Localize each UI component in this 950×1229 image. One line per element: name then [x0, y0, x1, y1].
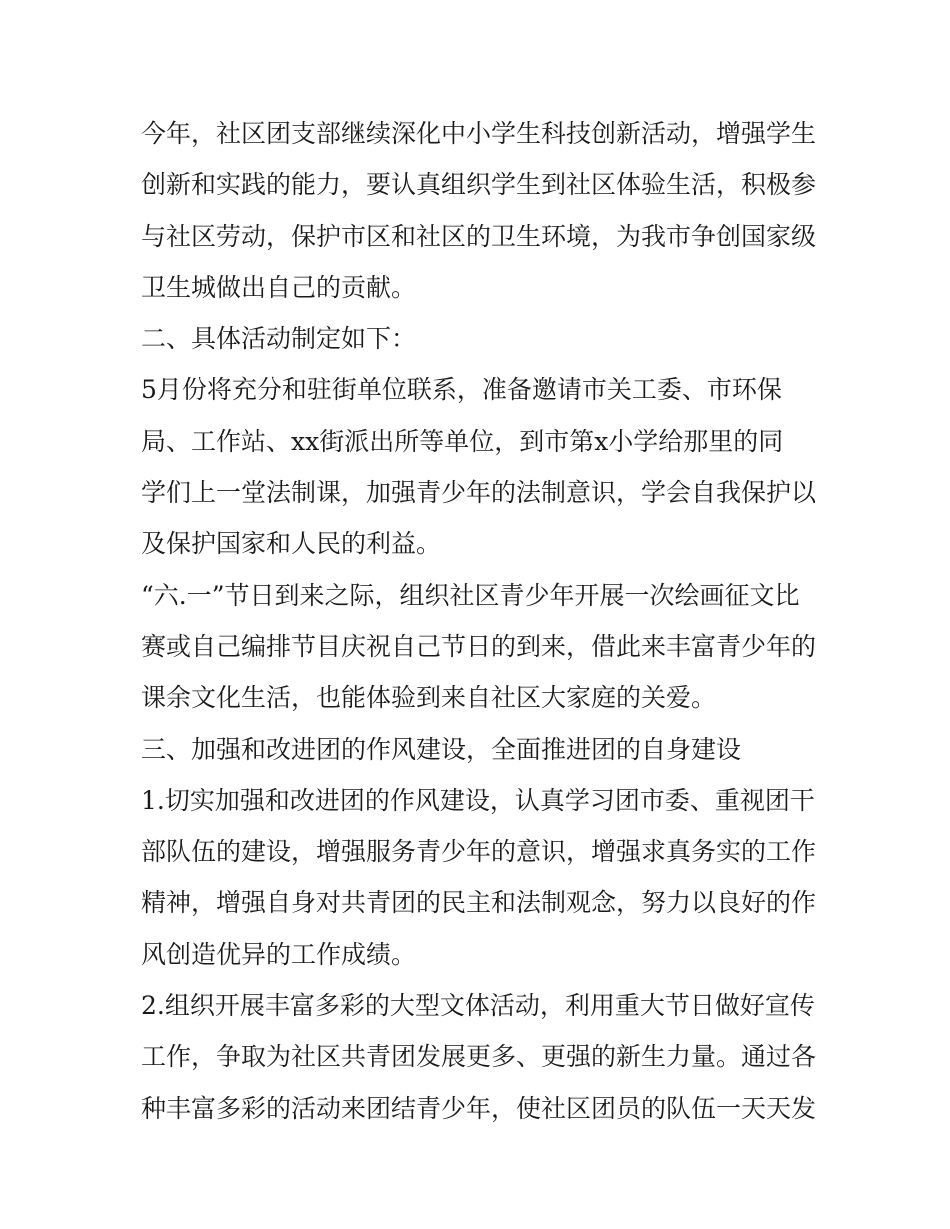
text-line: 与社区劳动，保护市区和社区的卫生环境，为我市争创国家级 — [141, 221, 817, 251]
text-line: 1.切实加强和改进团的作风建设，认真学习团市委、重视团干 — [141, 785, 815, 815]
document-body — [141, 108, 817, 1134]
text-line: 卫生城做出自己的贡献。 — [141, 272, 417, 302]
text-line: 及保护国家和人民的利益。 — [141, 529, 442, 559]
text-line: 部队伍的建设，增强服务青少年的意识，增强求真务实的工作 — [141, 837, 817, 867]
text-line: 精神，增强自身对共青团的民主和法制观念，努力以良好的作 — [141, 888, 817, 918]
text-line: 2.组织开展丰富多彩的大型文体活动，利用重大节日做好宣传 — [141, 991, 815, 1021]
text-line: 5月份将充分和驻街单位联系，准备邀请市关工委、市环保 — [141, 375, 782, 405]
section-heading: 二、具体活动制定如下： — [141, 324, 417, 354]
text-line: 创新和实践的能力，要认真组织学生到社区体验生活，积极参 — [141, 170, 817, 200]
text-line: 工作，争取为社区共青团发展更多、更强的新生力量。通过各 — [141, 1042, 817, 1072]
text-line: “六.一”节日到来之际，组织社区青少年开展一次绘画征文比 — [141, 580, 800, 610]
text-line: 学们上一堂法制课，加强青少年的法制意识，学会自我保护以 — [141, 478, 817, 508]
text-line: 风创造优异的工作成绩。 — [141, 939, 417, 969]
section-heading: 三、加强和改进团的作风建设，全面推进团的自身建设 — [141, 734, 742, 764]
text-line: 今年，社区团支部继续深化中小学生科技创新活动，增强学生 — [141, 119, 817, 148]
text-line: 课余文化生活，也能体验到来自社区大家庭的关爱。 — [141, 683, 717, 713]
text-line: 种丰富多彩的活动来团结青少年，使社区团员的队伍一天天发 — [141, 1093, 817, 1123]
text-line: 局、工作站、xx街派出所等单位，到市第x小学给那里的同 — [141, 426, 784, 456]
text-line: 赛或自己编排节目庆祝自己节日的到来，借此来丰富青少年的 — [141, 631, 817, 661]
